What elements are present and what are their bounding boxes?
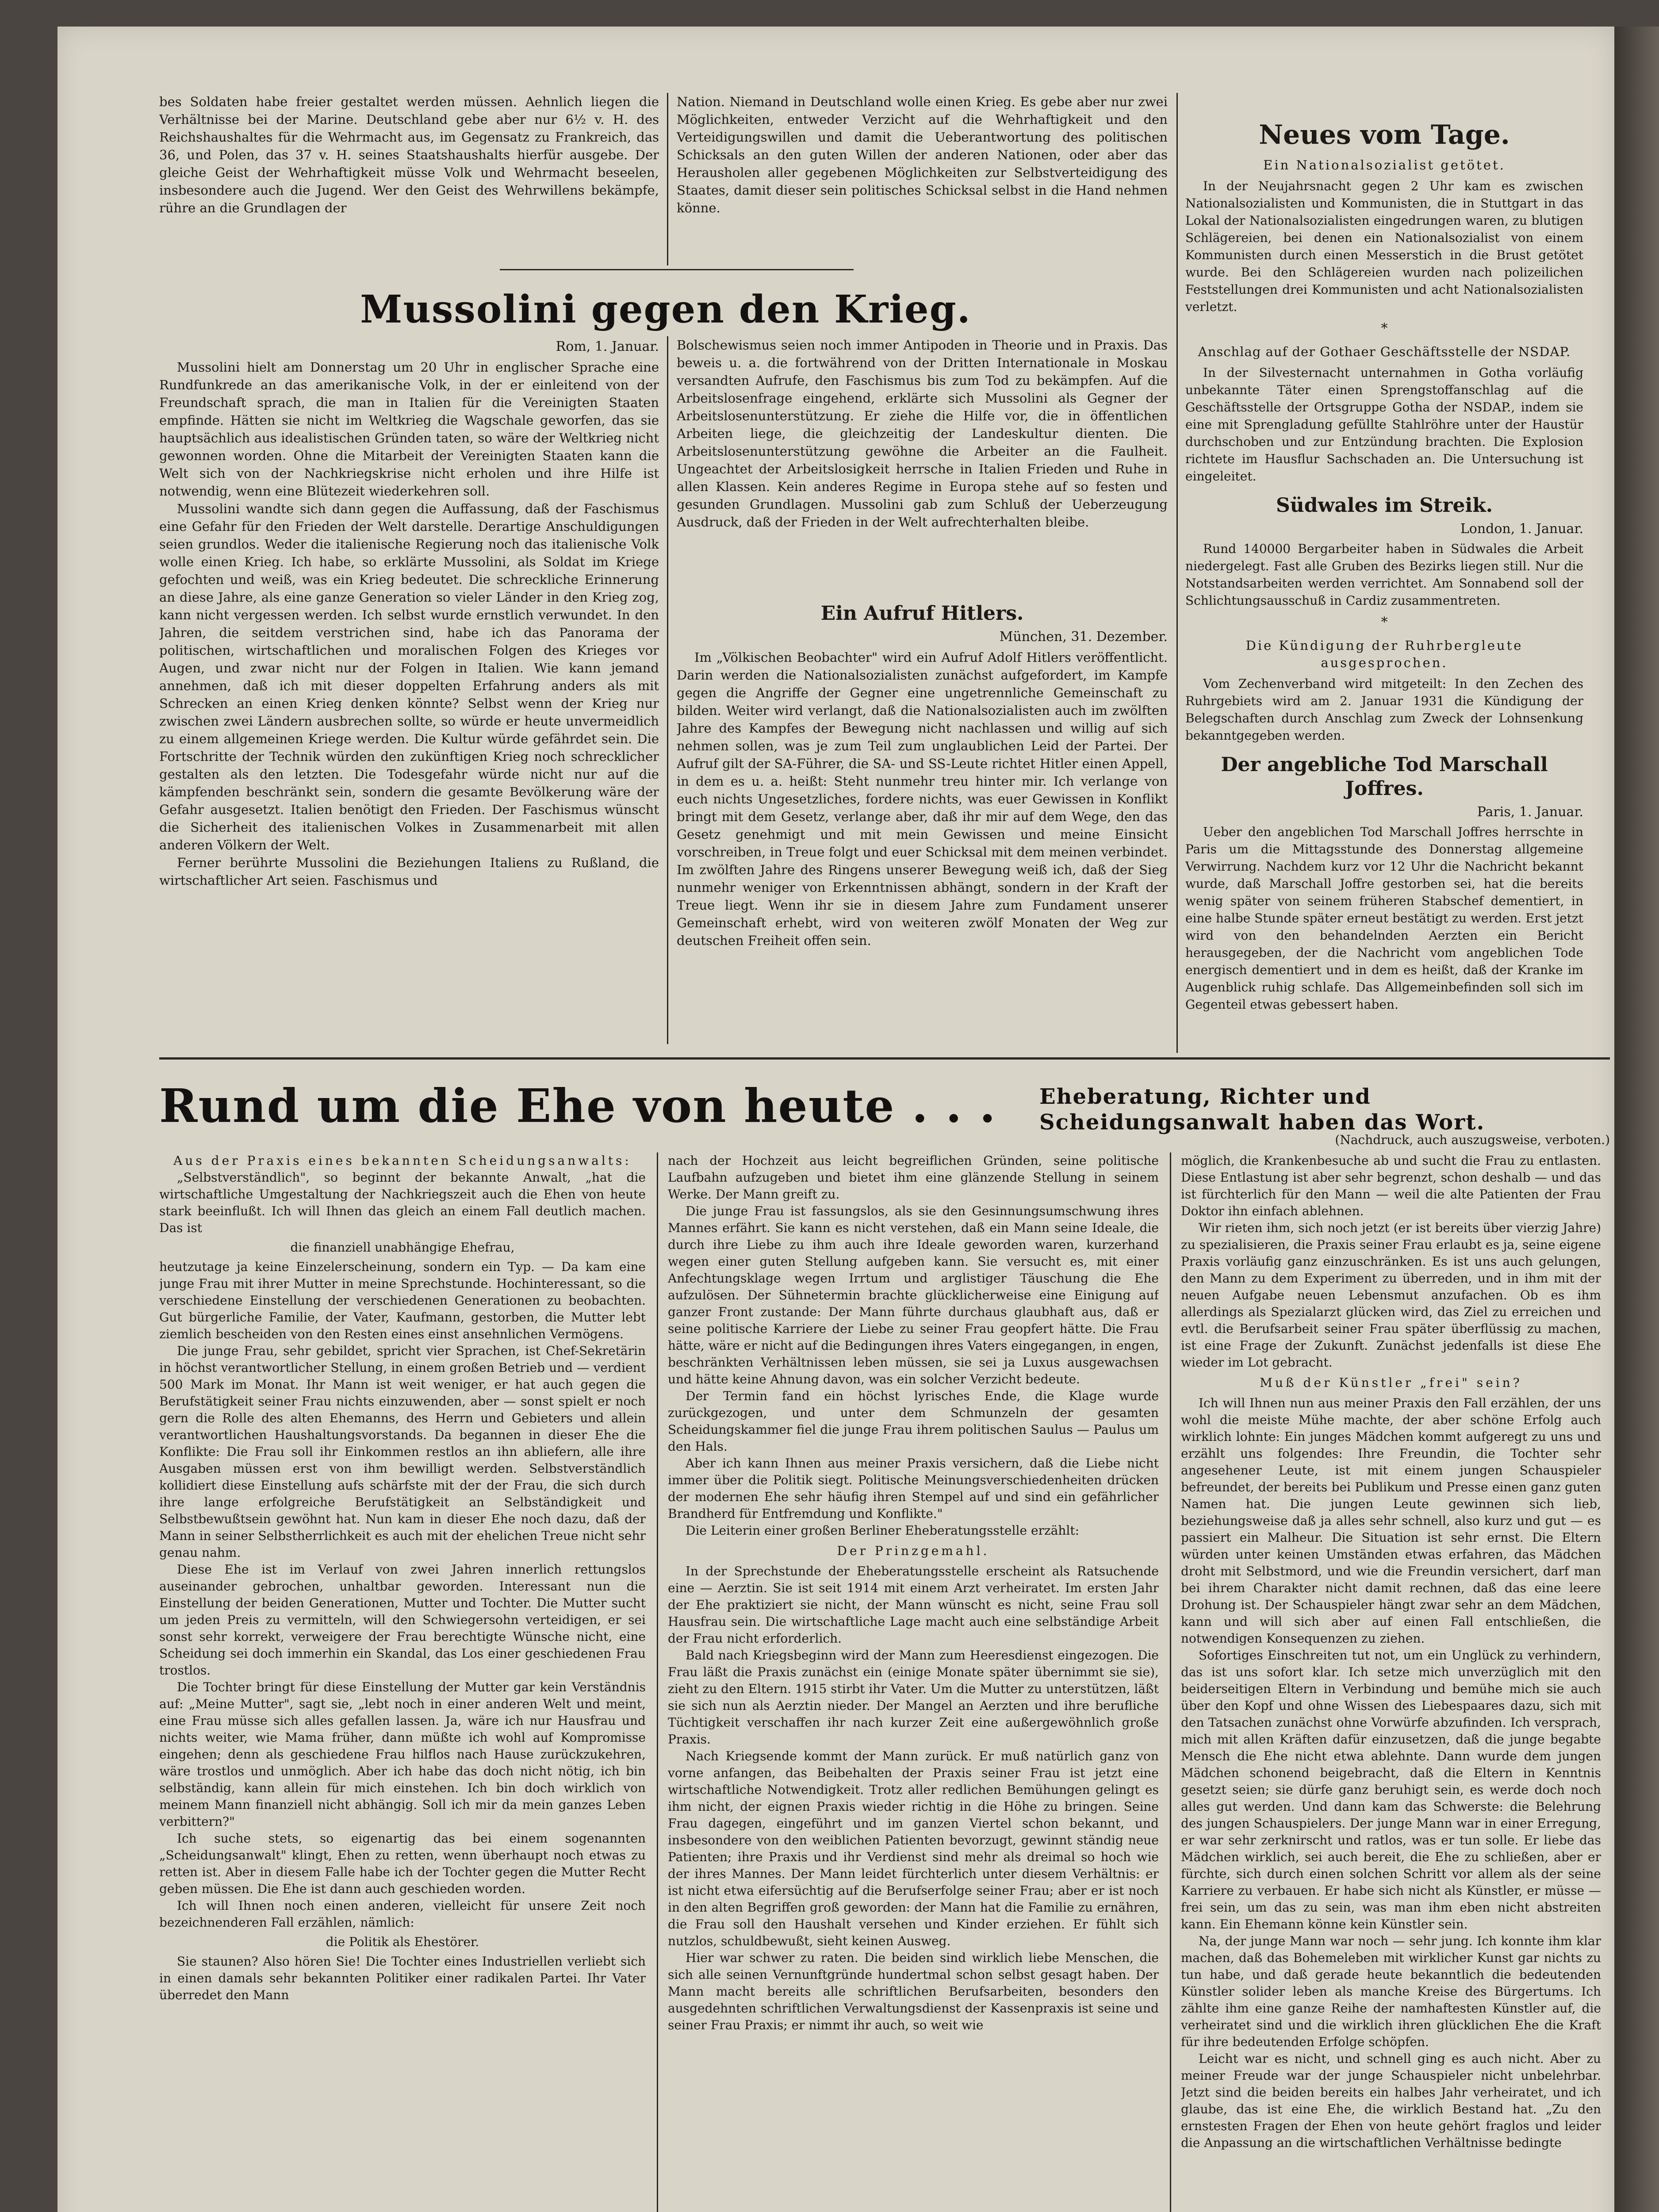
top-left-column [159,93,659,261]
subheading: Der Prinzgemahl. [837,1544,990,1558]
paragraph: Die junge Frau, sehr gebildet, spricht vier Sprachen, ist Chef-Sekretärin in höchst verantwortlicher Stellung, in einem großen Betrieb und — verdient 500 Mark im Monat. Ihr Mann ist weit weniger, er hat auch gegen die Berufstätigkeit seiner Frau nichts einzuwenden, aber — sonst spielt er noch gern die Rolle des alten Ehemanns, des Herrn und Gebieters und allein verantwortlichen Haushaltungsvorstands. Da begannen in dieser Ehe die Konflikte: Die Frau soll ihr Einkommen restlos an ihn abliefern, alle ihre Ausgaben müssen erst von ihm bewilligt werden. Selbstverständlich kollidiert diese Einstellung aufs schärfste mit der der Frau, die sich durch ihre lange erfolgreiche Berufstätigkeit an Selbständigkeit und Selbstbewußtsein gewöhnt hat. Nun kam in dieser Ehe noch dazu, daß der Mann in seiner Selbstherrlichkeit es auch mit der ehelichen Treue nicht sehr genau nahm. [159,1344,646,1560]
dateline: München, 31. Dezember. [999,629,1168,645]
paragraph: Ich will Ihnen nun aus meiner Praxis den Fall erzählen, der uns wohl die meiste Mühe machte, der aber schöne Erfolg auch wirklich lohnte: Ein junges Mädchen kommt aufgeregt zu uns und erzählt uns folgendes: Ihre Freundin, die Tochter sehr angesehener Leute, ist mit einem jungen Schauspieler befreundet, der bereits bei Publikum und Presse einen ganz guten Namen hat. Die jungen Leute gewinnen sich lieb, beziehungsweise daß ja alles sehr schnell, also kurz und gut — es passiert ein Malheur. Die Situation ist sehr ernst. Die Eltern würden unter keinen Umständen etwas erfahren, das Mädchen droht mit Selbstmord, und wie die Freundin versichert, darf man bei ihrem Charakter nicht damit rechnen, daß das eine leere Drohung ist. Der Schauspieler hängt zwar sehr an dem Mädchen, kann und will sich aber auf einen Fall entschließen, die notwendigen Konsequenzen zu ziehen. [1181,1396,1601,1646]
dateline: Rom, 1. Januar. [556,339,659,354]
paragraph: Sie staunen? Also hören Sie! Die Tochter eines Industriellen verliebt sich in einen damals sehr bekannten Politiker einer radikalen Partei. Ihr Vater überredet den Mann [159,1954,646,2002]
mussolini-column-1 [159,336,659,1053]
column-rule [1170,1152,1171,2212]
subheadline-ehe: Eheberatung, Richter und Scheidungsanwalt haben das Wort. [1039,1084,1485,1135]
paragraph: Ich suche stets, so eigenartig das bei einem sogenannten „Scheidungsanwalt" klingt, Ehen zu retten, wenn überhaupt noch etwas zu retten ist. Aber in diesem Falle habe ich der Tochter gegen die Mutter Recht geben müssen. Die Ehe ist dann auch geschieden worden. [159,1831,646,1896]
paragraph: Die junge Frau ist fassungslos, als sie den Gesinnungsumschwung ihres Mannes erfährt. Sie kann es nicht verstehen, daß ein Mann seine Ideale, die durch ihre Liebe zu ihm auch ihre Ideale geworden waren, kurzerhand wegen einer guten Stellung aufgeben kann. Sie versucht es, mit einer Anfechtungsklage wegen Irrtum und arglistiger Täuschung die Ehe aufzulösen. Der Sühnetermin brachte glücklicherweise eine Einigung auf ganzer Front zustande: Der Mann führte durchaus glaubhaft aus, daß er seine politische Karriere der Liebe zu seiner Frau geopfert hätte. Die Frau hätte, wäre er nicht auf die Bedingungen ihres Vaters eingegangen, in engen, beschränkten Verhältnissen leben müssen, sie sei ja Luxus ausgewachsen und hätte keine Ahnung davon, was ein solcher Verzicht bedeute. [668,1204,1159,1386]
paragraph: Bolschewismus seien noch immer Antipoden in Theorie und in Praxis. Das beweis u. a. die fortwährend von der Dritten Internationale in Moskau versandten Aufrufe, den Faschismus bis zum Tod zu bekämpfen. Auf die Arbeitslosenfrage eingehend, erklärte sich Mussolini als Gegner der Arbeitslosenunterstützung. Er ziehe die Hilfe vor, die in öffentlichen Arbeiten liege, die gleichzeitig der Landeskultur dienten. Die Arbeitslosenunterstützung gewöhne die Arbeiter an die Faulheit. Ungeachtet der Arbeitslosigkeit herrsche in Italien Frieden und Ruhe in allen Klassen. Kein anderes Regime in Europa stehe auf so festen und gesunden Grundlagen. Mussolini gab zum Schluß der Ueberzeugung Ausdruck, daß der Frieden in der Welt aufrechterhalten bleibe. [677,338,1168,530]
dateline: Paris, 1. Januar. [1477,804,1583,820]
section-intro: Aus der Praxis eines bekannten Scheidungsanwalts: [173,1153,632,1168]
paragraph: Im „Völkischen Beobachter" wird ein Aufruf Adolf Hitlers veröffentlicht. Darin werden die Nationalsozialisten zunächst aufgefordert, im Kampfe gegen die Angriffe der Gegner eine ungetrennliche Gemeinschaft zu bilden. Weiter wird verlangt, daß die Nationalsozialisten auch im zwölften Jahre des Kampfes der Bewegung nicht nachlassen und willig auf sich nehmen sollen, was je zum Teil zum unglaublichen Leid der Partei. Der Aufruf gilt der SA-Führer, die SA- und SS-Leute richtet Hitler einen Appell, in dem es u. a. heißt: Steht nunmehr treu hinter mir. Ich verlange von euch nichts Ungesetzliches, fordere nichts, was euer Gewissen in Konflikt bringt mit dem Gesetz, verlange aber, daß ihr mir auf dem Wege, den das Gesetz genehmigt und mit mein Gewissen und meine Einsicht vorschreiben, in Treue folgt und euer Schicksal mit dem meinen verbindet. Im zwölften Jahre des Ringens unserer Bewegung weiß ich, daß der Sieg nunmehr weniger von Erkenntnissen abhängt, sondern in der Kraft der Treue liegt. Wenn ihr sie in diesem Jahre zum Fundament unserer Gemeinschaft erhebt, wird von weiteren zwölf Monaten der Weg zur deutschen Freiheit offen sein. [677,650,1168,948]
paragraph: Na, der junge Mann war noch — sehr jung. Ich konnte ihm klar machen, daß das Bohemeleben mit wirklicher Kunst gar nichts zu tun habe, und daß gerade heute bekanntlich die bedeutenden Künstler solider leben als manche Kreise des Bürgertums. Ich zählte ihm eine ganze Reihe der namhaftesten Künstler auf, die verheiratet sind und die wirklich ihren glücklichen Ehe die Kraft für ihre bedeutenden Erfolge schöpfen. [1181,1934,1601,2049]
paragraph: Leicht war es nicht, und schnell ging es auch nicht. Aber zu meiner Freude war der junge Schauspieler nicht unbelehrbar. Jetzt sind die beiden bereits ein halbes Jahr verheiratet, und ich glaube, das ist eine Ehe, die wirklich Bestand hat. „Zu den ernstesten Fragen der Ehen von heute gehört fraglos und leider die Anpassung an die wirtschaftlichen Verhältnisse bedingte [1181,2051,1601,2150]
paragraph: In der Silvesternacht unternahmen in Gotha vorläufig unbekannte Täter einen Sprengstoffanschlag auf die Geschäftsstelle der Ortsgruppe Gotha der NSDAP., indem sie eine mit Sprengladung gefüllte Stahlröhre unter der Haustür durchschoben und zur Entzündung brachten. Die Explosion richtete im Hausflur Sachschaden an. Die Untersuchung ist eingeleitet. [1185,365,1583,484]
page-edge [1614,27,1659,2212]
ehe-column-3 [1181,1152,1601,2212]
copyright-note: (Nachdruck, auch auszugsweise, verboten.) [1335,1133,1610,1147]
subheading: die Politik als Ehestörer. [326,1935,479,1949]
mussolini-column-2 [677,336,1168,584]
paragraph: In der Neujahrsnacht gegen 2 Uhr kam es zwischen Nationalsozialisten und Kommunisten, die in Stuttgart in das Lokal der Nationalsozialisten eingedrungen waren, zu blutigen Schlägereien, bei denen ein Nationalsozialist von einem Kommunisten durch einen Messerstich in die Brust getötet wurde. Bei den Schlägereien wurden nach polizeilichen Feststellungen drei Kommunisten und acht Nationalsozialisten verletzt. [1185,179,1583,314]
column-rule [1176,93,1178,1053]
section-rule [500,269,854,270]
star-separator: * [1381,321,1388,336]
headline-wales: Südwales im Streik. [1276,494,1493,517]
news-item-head: Anschlag auf der Gothaer Geschäftsstelle der NSDAP. [1198,344,1571,359]
paragraph: Die Tochter bringt für diese Einstellung der Mutter gar kein Verständnis auf: „Meine Mutter", sagt sie, „lebt noch in einer anderen Welt und meint, eine Frau müsse sich alles gefallen lassen. Ja, wäre ich nur Hausfrau und nichts weiter, wie Mama früher, dann müßte ich wohl auf Kompromisse eingehen; denn als geschiedene Frau hilflos nach Hause zurückzukehren, wäre trostlos und unmöglich. Aber ich habe das doch nicht nötig, ich bin selbständig, kann allein für mich einstehen. Ich bin doch wirklich von meinem Mann finanziell nicht abhängig. Soll ich mir da mein ganzes Leben verbittern?" [159,1680,646,1829]
column-rule [667,93,668,265]
article-text: Nation. Niemand in Deutschland wolle einen Krieg. Es gebe aber nur zwei Möglichkeiten, entweder Verzicht auf die Wehrhaftigkeit und den Verteidigungswillen und damit die Ueberantwortung des politischen Schicksals an den guten Willen der anderen Nationen, oder aber das Herausholen aller gegebenen Möglichkeiten zur Selbstverteidigung des Staates, damit dieser sein politisches Schicksal selbst in die Hand nehmen könne. [677,94,1168,215]
paragraph: Diese Ehe ist im Verlauf von zwei Jahren innerlich rettungslos auseinander gebrochen, unhaltbar geworden. Interessant nun die Einstellung der beiden Generationen, Mutter und Tochter. Die Mutter sucht um jeden Preis zu vermitteln, will den Schwiegersohn verteidigen, er sei sonst sehr korrekt, verweigere der Frau berechtigte Wünsche nicht, eine Scheidung sei doch immerhin ein Skandal, das Los einer geschiedenen Frau trostlos. [159,1562,646,1678]
hitler-article [677,593,1168,1053]
top-middle-column [677,93,1168,261]
paragraph: heutzutage ja keine Einzelerscheinung, sondern ein Typ. — Da kam eine junge Frau mit ihrer Mutter in meine Sprechstunde. Hochinteressant, so die verschiedene Einstellung der verschiedenen Generationen zu beobachten. Gut bürgerliche Familie, der Vater, Kaufmann, gestorben, die Mutter lebt ziemlich bescheiden von den Resten eines einst ansehnlichen Vermögens. [159,1260,646,1341]
paragraph: Bald nach Kriegsbeginn wird der Mann zum Heeresdienst eingezogen. Die Frau läßt die Praxis zunächst ein (einige Monate später übernimmt sie sie), zieht zu den Eltern. 1915 stirbt ihr Vater. Um die Mutter zu unterstützen, läßt sie sich nun als Aerztin nieder. Der Mangel an Aerzten und ihre berufliche Tüchtigkeit verschaffen ihr nach kurzer Zeit eine außergewöhnlich große Praxis. [668,1648,1159,1747]
headline-mussolini: Mussolini gegen den Krieg. [360,287,971,332]
ehe-column-2 [668,1152,1159,2212]
paragraph: Nach Kriegsende kommt der Mann zurück. Er muß natürlich ganz von vorne anfangen, das Beibehalten der Praxis seiner Frau ist jetzt eine wirtschaftliche Notwendigkeit. Trotz aller redlichen Bemühungen gelingt es ihm nicht, der eignen Praxis wieder richtig in die Höhe zu bringen. Seine Frau dagegen, eingeführt und im ganzen Viertel schon bekannt, und insbesondere von den weiblichen Patienten bevorzugt, gewinnt ständig neue Patienten; ihre Praxis und ihr Verdienst sind mehr als dreimal so hoch wie der ihres Mannes. Der Mann leidet fürchterlich unter diesem Verhältnis: er ist nicht etwa eifersüchtig auf die Berufserfolge seiner Frau; aber er ist noch in den alten Begriffen groß geworden: der Mann hat die Familie zu ernähren, die Frau soll den Haushalt versehen und Kinder erziehen. Er fühlt sich nutzlos, schuldbewußt, sieht keinen Ausweg. [668,1749,1159,1948]
paragraph: Die Leiterin einer großen Berliner Eheberatungsstelle erzählt: [686,1523,1080,1538]
paragraph: Sofortiges Einschreiten tut not, um ein Unglück zu verhindern, das ist uns sofort klar. Ich setze mich unverzüglich mit den beiderseitigen Eltern in Verbindung und bemühe mich sie auch über den Kopf und ohne Wissen des Liebespaares dazu, sich mit den Tatsachen zunächst ohne Vorwürfe abzufinden. Ich versprach, mich mit allen Kräften dafür einzusetzen, daß die junge begabte Mensch die Ehe nicht etwa ablehnte. Dann wurde dem jungen Mädchen schonend beigebracht, daß die Eltern in Kenntnis gesetzt seien; sie dürfe ganz beruhigt sein, es werde doch noch alles gut werden. Und dann kam das Schwerste: die Belehrung des jungen Schauspielers. Der junge Mann war in einer Erregung, er war sehr zerknirscht und ratlos, was er tun solle. Er liebe das Mädchen wirklich, sei auch bereit, die Ehe zu schließen, aber er fürchte, sich durch einen solchen Schritt vor allem als der seine Karriere zu verbauen. Er habe sich nicht als Künstler, er müsse — frei sein, um das zu sein, was man ihm eben nicht abstreiten kann. Ein Ehemann könne kein Künstler sein. [1181,1648,1601,1932]
star-separator: * [1381,614,1388,630]
headline-joffre: Der angebliche Tod Marschall Joffres. [1221,753,1548,800]
paragraph: Rund 140000 Bergarbeiter haben in Südwales die Arbeit niedergelegt. Fast alle Gruben des Bezirks liegen still. Nur die Notstandsarbeiten werden verrichtet. Am Sonnabend soll der Schlichtungsausschuß in Cardiz zusammentreten. [1185,541,1583,608]
paragraph: Mussolini wandte sich dann gegen die Auffassung, daß der Faschismus eine Gefahr für den Frieden der Welt darstelle. Derartige Anschuldigungen seien grundlos. Weder die italienische Regierung noch das italienische Volk wolle einen Krieg. Ich habe, so erklärte Mussolini, als Soldat im Kriege gefochten und weiß, was ein Krieg bedeutet. Die schreckliche Erinnerung an diese Jahre, als eine ganze Generation so vieler Länder in den Krieg zog, kann nicht vergessen werden. Ich selbst wurde ernstlich verwundet. In den Jahren, die seitdem verstrichen sind, habe ich das Panorama der politischen, wirtschaftlichen und moralischen Folgen des Krieges vor Augen, und zwar nicht nur der Folgen in Italien. Wie kann jemand annehmen, daß ich mit dieser doppelten Erfahrung anders als mit Schrecken an einen Krieg denken könnte? Selbst wenn der Krieg nur zwischen zwei Ländern ausbrechen sollte, so würde er heute unvermeidlich zu einem allgemeinen Kriege werden. Die Kultur würde gefährdet sein. Die Fortschritte der Technik würden den zukünftigen Krieg noch schrecklicher gestalten als den letzten. Die Todesgefahr würde nicht nur auf die kämpfenden beschränkt sein, sondern die gesamte Bevölkerung wäre der Gefahr ausgesetzt. Italien benötigt den Frieden. Der Faschismus wünscht die Sicherheit des italienischen Volkes in Zusammenarbeit mit allen anderen Völkern der Welt. [159,501,659,853]
ehe-column-1 [159,1152,646,2212]
paragraph: nach der Hochzeit aus leicht begreiflichen Gründen, seine politische Laufbahn aufzugeben und bietet ihm eine glänzende Stellung in seinem Werke. Der Mann greift zu. [668,1153,1159,1202]
paragraph: Ferner berührte Mussolini die Beziehungen Italiens zu Rußland, die wirtschaftlicher Art seien. Faschismus und [159,855,659,888]
newspaper-page [57,27,1614,2212]
column-rule [657,1152,658,2212]
paragraph: Hier war schwer zu raten. Die beiden sind wirklich liebe Menschen, die sich alle seinen Vernunftgründe hundertmal schon selbst gesagt haben. Der Mann macht bereits alle schriftlichen Berufsarbeiten, besonders den ausgedehnten schriftlichen Verwaltungsdienst der Kassenpraxis ist seine und seiner Frau Praxis; er nimmt ihr auch, so weit wie [668,1951,1159,2032]
subheading: die finanziell unabhängige Ehefrau, [290,1240,515,1255]
column-rule [667,336,668,1044]
subheading: Muß der Künstler „frei" sein? [1260,1375,1522,1390]
dateline: London, 1. Januar. [1460,521,1583,537]
headline-news: Neues vom Tage. [1259,119,1510,150]
paragraph: Mussolini hielt am Donnerstag um 20 Uhr in englischer Sprache eine Rundfunkrede an das amerikanische Volk, in der er einleitend von der Freundschaft sprach, die man in Italien für die Vereinigten Staaten empfinde. Hätten sie nicht im Weltkrieg die Wagschale geworfen, das sie hauptsächlich aus idealistischen Gründen taten, so wäre der Weltkrieg nicht gewonnen worden. Ohne die Mitarbeit der Vereinigten Staaten kann die Welt sich von der Nachkriegskrise nicht erholen und ihre Hilfe ist notwendig, wenn eine Blütezeit wiederkehren soll. [159,360,659,499]
news-item-head: Ein Nationalsozialist getötet. [1263,157,1506,173]
paragraph: Vom Zechenverband wird mitgeteilt: In den Zechen des Ruhrgebiets wird am 2. Januar 1931 die Kündigung der Belegschaften durch Anschlag zum Zweck der Lohnsenkung bekanntgegeben werden. [1185,676,1583,743]
section-rule [159,1057,1610,1060]
paragraph: „Selbstverständlich", so beginnt der bekannte Anwalt, „hat die wirtschaftliche Umgestaltung der Nachkriegszeit auch die Ehen von heute stark beeinflußt. Ich will Ihnen das gleich an einem Fall deutlich machen. Das ist [159,1170,646,1235]
headline-ehe: Rund um die Ehe von heute . . . [159,1079,996,1133]
news-item-head: Die Kündigung der Ruhrbergleute ausgesprochen. [1245,638,1523,670]
paragraph: Aber ich kann Ihnen aus meiner Praxis versichern, daß die Liebe nicht immer über die Politik siegt. Politische Meinungsverschiedenheiten drücken der modernen Ehe sehr häufig ihren Stempel auf und sind ein gefährlicher Brandherd für Entfremdung und Konflikte." [668,1456,1159,1521]
paragraph: Ueber den angeblichen Tod Marschall Joffres herrschte in Paris um die Mittagsstunde des Donnerstag allgemeine Verwirrung. Nachdem kurz vor 12 Uhr die Nachricht bekannt wurde, daß Marschall Joffre gestorben sei, hat die bereits wenig später von seinem früheren Stabschef dementiert, in eine halbe Stunde später erneut bestätigt zu werden. Erst jetzt wird von den behandelnden Aerzten ein Bericht herausgegeben, der die Nachricht vom angeblichen Tode energisch dementiert und in dem es heißt, daß der Kranke im Augenblick ruhig schlafe. Das Allgemeinbefinden soll sich im Gegenteil etwas gebessert haben. [1185,825,1583,1012]
article-text: bes Soldaten habe freier gestaltet werden müssen. Aehnlich liegen die Verhältnisse bei der Marine. Deutschland gebe aber nur 6½ v. H. des Reichshaushaltes für die Wehrmacht aus, im Gegensatz zu Frankreich, das 36, und Polen, das 37 v. H. seines Staatshaushalts hierfür ausgebe. Der gleiche Geist der Wehrhaftigkeit müsse Volk und Wehrmacht beseelen, insbesondere auch die Jugend. Wer den Geist des Wehrwillens bekämpfe, rühre an die Grundlagen der [159,94,659,215]
paragraph: Der Termin fand ein höchst lyrisches Ende, die Klage wurde zurückgezogen, und unter dem Schmunzeln der gesamten Scheidungskammer fiel die junge Frau ihrem politischen Saulus — Paulus um den Hals. [668,1389,1159,1454]
headline-hitler: Ein Aufruf Hitlers. [820,602,1024,625]
paragraph: möglich, die Krankenbesuche ab und sucht die Frau zu entlasten. Diese Entlastung ist aber sehr begrenzt, schon deshalb — und das ist fürchterlich für den Mann — weil die alte Patienten der Frau Doktor ihn einfach ablehnen. [1181,1153,1601,1218]
paragraph: Ich will Ihnen noch einen anderen, vielleicht für unsere Zeit noch bezeichnenderen Fall erzählen, nämlich: [159,1898,646,1930]
paragraph: Wir rieten ihm, sich noch jetzt (er ist bereits über vierzig Jahre) zu spezialisieren, die Praxis seiner Frau erlaubt es ja, seine eigene Praxis vorläufig ganz einzuschränken. Es ist uns auch gelungen, den Mann zu dem Experiment zu überreden, und in ihm mit der neuen Aufgabe neuen Lebensmut anzufachen. Ob es ihm allerdings als Spezialarzt glücken wird, das Ziel zu erreichen und evtl. die Berufsarbeit seiner Frau später überflüssig zu machen, ist eine Frage der Zukunft. Zunächst jedenfalls ist diese Ehe wieder im Lot gebracht. [1181,1221,1601,1370]
news-column [1185,93,1583,1053]
paragraph: In der Sprechstunde der Eheberatungsstelle erscheint als Ratsuchende eine — Aerztin. Sie ist seit 1914 mit einem Arzt verheiratet. Im ersten Jahr der Ehe praktiziert sie nicht, der Mann wünscht es nicht, seine Frau soll Hausfrau sein. Die wirtschaftliche Lage macht auch eine selbständige Arbeit der Frau nicht erforderlich. [668,1564,1159,1646]
